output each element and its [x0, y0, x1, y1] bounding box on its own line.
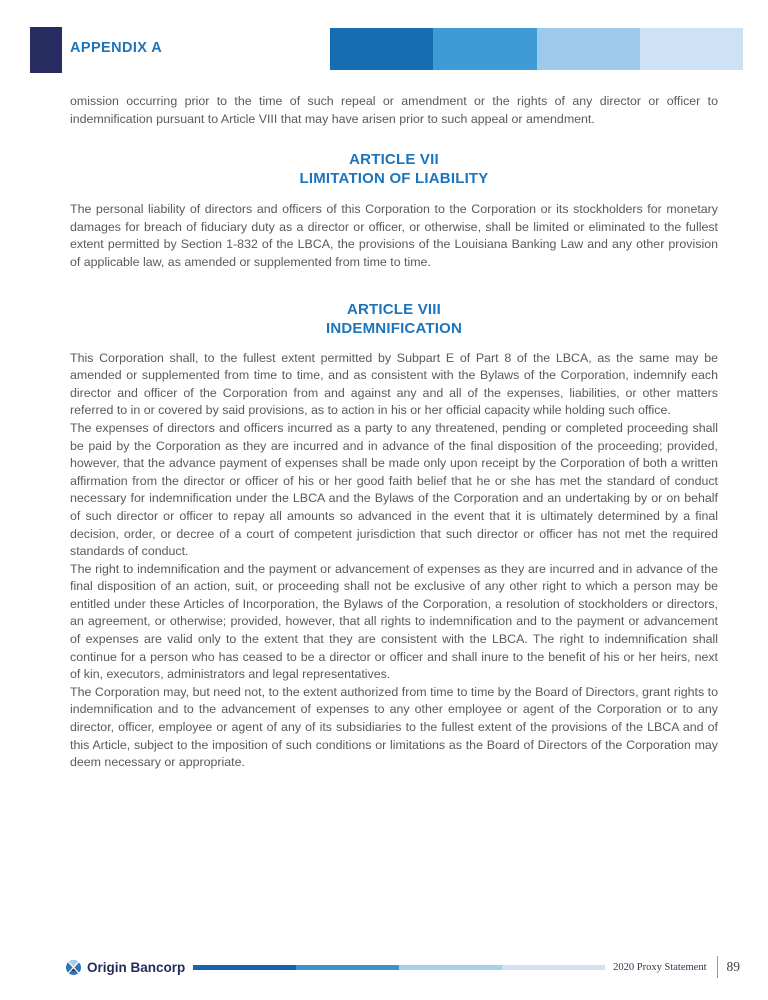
footer-divider	[717, 956, 718, 978]
bar-segment	[399, 965, 502, 970]
article-viii-heading	[70, 300, 718, 338]
bar-segment	[502, 965, 605, 970]
bar-segment	[296, 965, 399, 970]
article-viii-heading-line1: ARTICLE VIII	[346, 300, 442, 318]
article-vii-heading	[70, 150, 718, 188]
document-body	[70, 93, 718, 772]
article-viii-paragraph-3: The right to indemnification and the payment or advancement of expenses as they are incurred and in advance of the final disposition of an action, suit, or proceeding shall not be exclusive of any other right to which a person may be entitled under these Articles of Incorporation, the Bylaws of the Corporation, a resolution of stockholders or directors, an agreement, or otherwise; provided, however, that all rights to indemnification and to the payment or advancement of expenses are valid only to the extent that they are consistent with the LBCA. The right to indemnification shall continue for a person who has ceased to be a director or officer and shall inure to the benefit of his or her heirs, next of kin, executors, administrators and legal representatives.	[70, 561, 718, 682]
page-footer	[66, 953, 740, 981]
article-viii-paragraph-2: The expenses of directors and officers incurred as a party to any threatened, pending or completed proceeding shall be paid by the Corporation as they are incurred and in advance of the final disposition of the proceeding; provided, however, that the advance payment of expenses shall be made only upon receipt by the Corporation of both a written affirmation from the director or officer of his or her good faith belief that he or she has met the standard of conduct necessary for indemnification under the LBCA and the Bylaws of the Corporation and an undertaking by or on behalf of such director or officer to repay all amounts so advanced in the event that it is ultimately determined by a final decision, order, or decree of a court of competent jurisdiction that such director or officer has not met the required standards of conduct.	[70, 420, 718, 559]
bar-segment	[193, 965, 296, 970]
article-vii-paragraph: The personal liability of directors and officers of this Corporation to the Corporation or its stockholders for monetary damages for breach of fiduciary duty as a director or officer, or otherwise, shall be limited or eliminated to the fullest extent permitted by Section 1-832 of the LBCA, the provisions of the Louisiana Banking Law and any other provision of applicable law, as amended or supplemented from time to time.	[70, 202, 718, 269]
article-vii-heading-line1: ARTICLE VII	[349, 151, 439, 169]
article-viii-paragraph-4: The Corporation may, but need not, to the extent authorized from time to time by the Board of Directors, grant rights to indemnification and to the advancement of expenses to any other employee or agent of the Corporation or to any director, officer, employee or agent of any of its subsidiaries to the fullest extent of the provisions of the LBCA and of this Article, subject to the imposition of such conditions or limitations as the Board of Directors of the Corporation may deem necessary or appropriate.	[70, 684, 718, 770]
intro-paragraph: omission occurring prior to the time of such repeal or amendment or the rights of any director or officer to indemnification pursuant to Article VIII that may have arisen prior to such appeal or amendment.	[70, 94, 718, 126]
footer-page-number: 89	[726, 959, 740, 974]
header-accent-square	[30, 27, 62, 73]
article-vii-heading-line2: LIMITATION OF LIABILITY	[299, 170, 489, 188]
footer-doc-title: 2020 Proxy Statement	[613, 961, 707, 973]
article-viii-heading-line2: INDEMNIFICATION	[325, 319, 463, 337]
bar-segment	[330, 28, 433, 70]
footer-gradient-bar	[193, 965, 605, 970]
header-gradient-bar	[330, 28, 743, 70]
bar-segment	[537, 28, 640, 70]
origin-bancorp-logo-icon	[66, 960, 81, 975]
bar-segment	[640, 28, 743, 70]
bar-segment	[433, 28, 536, 70]
article-viii-paragraph-1: This Corporation shall, to the fullest extent permitted by Subpart E of Part 8 of the LBCA, as the same may be amended or supplemented from time to time, and as consistent with the Bylaws of the Corporation, indemnify each director and officer of the Corporation from and against any and all of the expenses, liabilities, or other matters referred to in or covered by said provisions, as to action in his or her official capacity while holding such office.	[70, 350, 718, 418]
appendix-title: APPENDIX A	[70, 40, 163, 56]
footer-brand-name: Origin Bancorp	[87, 959, 186, 975]
